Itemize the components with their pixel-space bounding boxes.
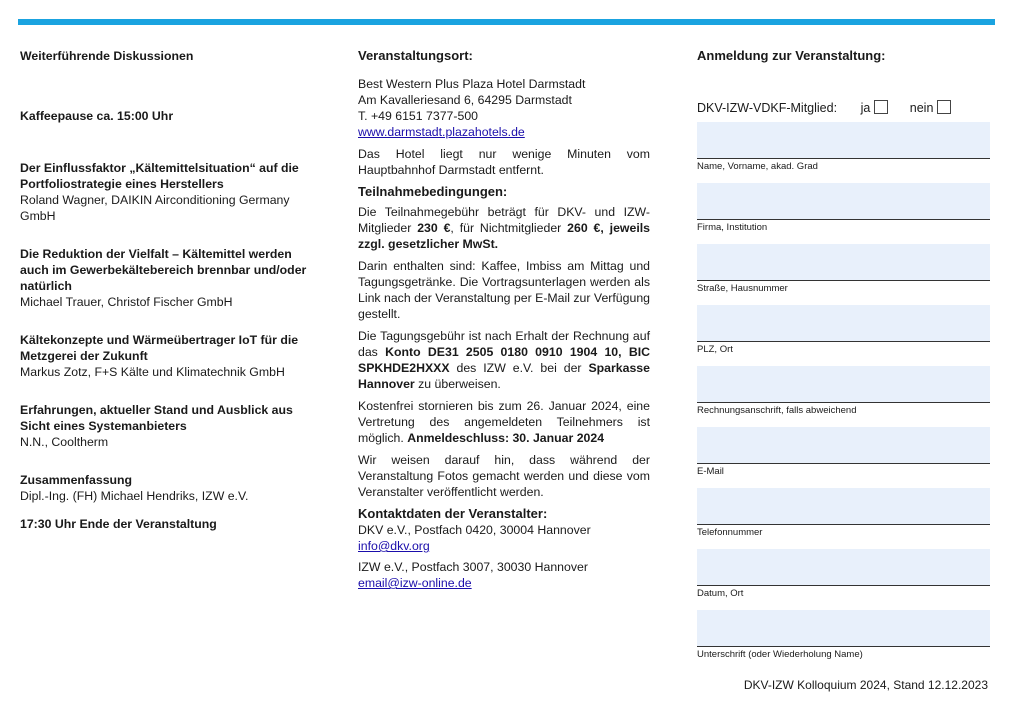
- conditions-heading: Teilnahmebedingungen:: [358, 184, 508, 199]
- billing-address-field[interactable]: [697, 366, 990, 402]
- fee-text: Die Teilnahmegebühr beträgt für DKV- und IZW-Mitglieder: [358, 205, 650, 235]
- venue-address: Am Kavalleriesand 6, 64295 Darmstadt: [358, 93, 572, 107]
- zip-city-field[interactable]: [697, 305, 990, 341]
- program-column: [20, 48, 320, 532]
- billing-address-field-label: Rechnungsanschrift, falls abweichend: [697, 402, 990, 427]
- program-item-title: Zusammenfassung: [20, 473, 133, 487]
- program-item-speaker: Markus Zotz, F+S Kälte und Klimatechnik GmbH: [20, 365, 285, 379]
- date-place-field-label: Datum, Ort: [697, 585, 990, 610]
- venue-website-link[interactable]: www.darmstadt.plazahotels.de: [358, 125, 525, 139]
- dkv-email-link[interactable]: info@dkv.org: [358, 539, 430, 553]
- payment-text: des IZW e.V. bei der: [449, 361, 589, 375]
- no-label: nein: [909, 101, 934, 115]
- payment-account: Konto DE31 2505 0180 0910 1904 10, BIC SPKHDE2HXXX: [358, 345, 650, 375]
- photo-note: Wir weisen darauf hin, dass während der Veranstaltung Fotos gemacht werden und diese vom Veranstalter veröffentlicht werden.: [358, 453, 650, 499]
- phone-field[interactable]: [697, 488, 990, 524]
- yes-label: ja: [860, 101, 871, 115]
- program-item: [20, 108, 320, 124]
- payment-text: Die Tagungsgebühr ist nach Erhalt der Rechnung auf das: [358, 329, 650, 359]
- venue-note: Das Hotel liegt nur wenige Minuten vom Hauptbahnhof Darmstadt entfernt.: [358, 147, 650, 177]
- contact-heading: Kontaktdaten der Veranstalter:: [358, 506, 548, 521]
- membership-label: DKV-IZW-VDKF-Mitglied:: [697, 101, 838, 115]
- fee-text: , für Nichtmitglieder: [450, 221, 568, 235]
- program-item: [20, 402, 320, 450]
- program-item-title: Kältekonzepte und Wärmeübertrager IoT für die Metzgerei der Zukunft: [20, 333, 299, 363]
- payment-paragraph: [358, 328, 650, 392]
- name-field-label: Name, Vorname, akad. Grad: [697, 158, 990, 183]
- email-field[interactable]: [697, 427, 990, 463]
- phone-field-label: Telefonnummer: [697, 524, 990, 549]
- venue-name: Best Western Plus Plaza Hotel Darmstadt: [358, 77, 586, 91]
- program-item: [20, 472, 320, 504]
- date-place-field[interactable]: [697, 549, 990, 585]
- program-item-title: Weiterführende Diskussionen: [20, 49, 194, 63]
- registration-heading: Anmeldung zur Veranstaltung:: [697, 48, 886, 63]
- form-fields: [697, 122, 990, 671]
- payment-text: zu überweisen.: [414, 377, 501, 391]
- email-field-label: E-Mail: [697, 463, 990, 488]
- program-item: [20, 516, 320, 532]
- fee-nonmember: 260 €, jeweils zzgl. gesetzlicher MwSt.: [358, 221, 650, 251]
- info-column: [358, 48, 650, 591]
- zip-city-field-label: PLZ, Ort: [697, 341, 990, 366]
- dkv-address: DKV e.V., Postfach 0420, 30004 Hannover: [358, 523, 591, 537]
- company-field-label: Firma, Institution: [697, 219, 990, 244]
- program-item: [20, 48, 320, 64]
- program-item-speaker: Michael Trauer, Christof Fischer GmbH: [20, 295, 233, 309]
- izw-email-link[interactable]: email@izw-online.de: [358, 576, 472, 590]
- program-item-title: 17:30 Uhr Ende der Veranstaltung: [20, 517, 217, 531]
- company-field[interactable]: [697, 183, 990, 219]
- program-item-title: Kaffeepause ca. 15:00 Uhr: [20, 109, 174, 123]
- included-paragraph: Darin enthalten sind: Kaffee, Imbiss am Mittag und Tagungsgetränke. Die Vortragsunterlagen werden als Link nach der Veranstaltung per E-Mail zur Verfügung gestellt.: [358, 259, 650, 321]
- program-item-title: Erfahrungen, aktueller Stand und Ausblick aus Sicht eines Systemanbieters: [20, 403, 293, 433]
- program-item-speaker: N.N., Cooltherm: [20, 435, 109, 449]
- no-checkbox[interactable]: [937, 100, 951, 114]
- program-item: [20, 160, 320, 224]
- venue-heading: Veranstaltungsort:: [358, 48, 473, 63]
- program-item: [20, 246, 320, 310]
- registration-column: [697, 48, 990, 671]
- registration-deadline: Anmeldeschluss: 30. Januar 2024: [407, 431, 605, 445]
- program-item-title: Die Reduktion der Vielfalt – Kältemittel werden auch im Gewerbekältebereich brennbar und/oder natürlich: [20, 247, 307, 293]
- signature-field-label: Unterschrift (oder Wiederholung Name): [697, 646, 990, 671]
- program-item-speaker: Dipl.-Ing. (FH) Michael Hendriks, IZW e.V.: [20, 489, 249, 503]
- cancellation-paragraph: [358, 398, 650, 446]
- cancellation-text: Kostenfrei stornieren bis zum 26. Januar 2024, eine Vertretung des angemeldeten Teilnehmers ist möglich.: [358, 399, 650, 445]
- membership-row: [697, 100, 990, 122]
- top-accent-bar: [18, 19, 995, 25]
- payment-bank: Sparkasse Hannover: [358, 361, 650, 391]
- fee-member: 230 €: [417, 221, 451, 235]
- footer-note: DKV-IZW Kolloquium 2024, Stand 12.12.2023: [743, 678, 988, 692]
- program-item-speaker: Roland Wagner, DAIKIN Airconditioning Germany GmbH: [20, 193, 290, 223]
- izw-address: IZW e.V., Postfach 3007, 30030 Hannover: [358, 560, 588, 574]
- street-field[interactable]: [697, 244, 990, 280]
- yes-checkbox[interactable]: [874, 100, 888, 114]
- fee-paragraph: [358, 204, 650, 252]
- venue-phone: T. +49 6151 7377-500: [358, 109, 478, 123]
- street-field-label: Straße, Hausnummer: [697, 280, 990, 305]
- program-item: [20, 332, 320, 380]
- name-field[interactable]: [697, 122, 990, 158]
- signature-field[interactable]: [697, 610, 990, 646]
- program-item-title: Der Einflussfaktor „Kältemittelsituation“ auf die Portfoliostrategie eines Herstellers: [20, 161, 299, 191]
